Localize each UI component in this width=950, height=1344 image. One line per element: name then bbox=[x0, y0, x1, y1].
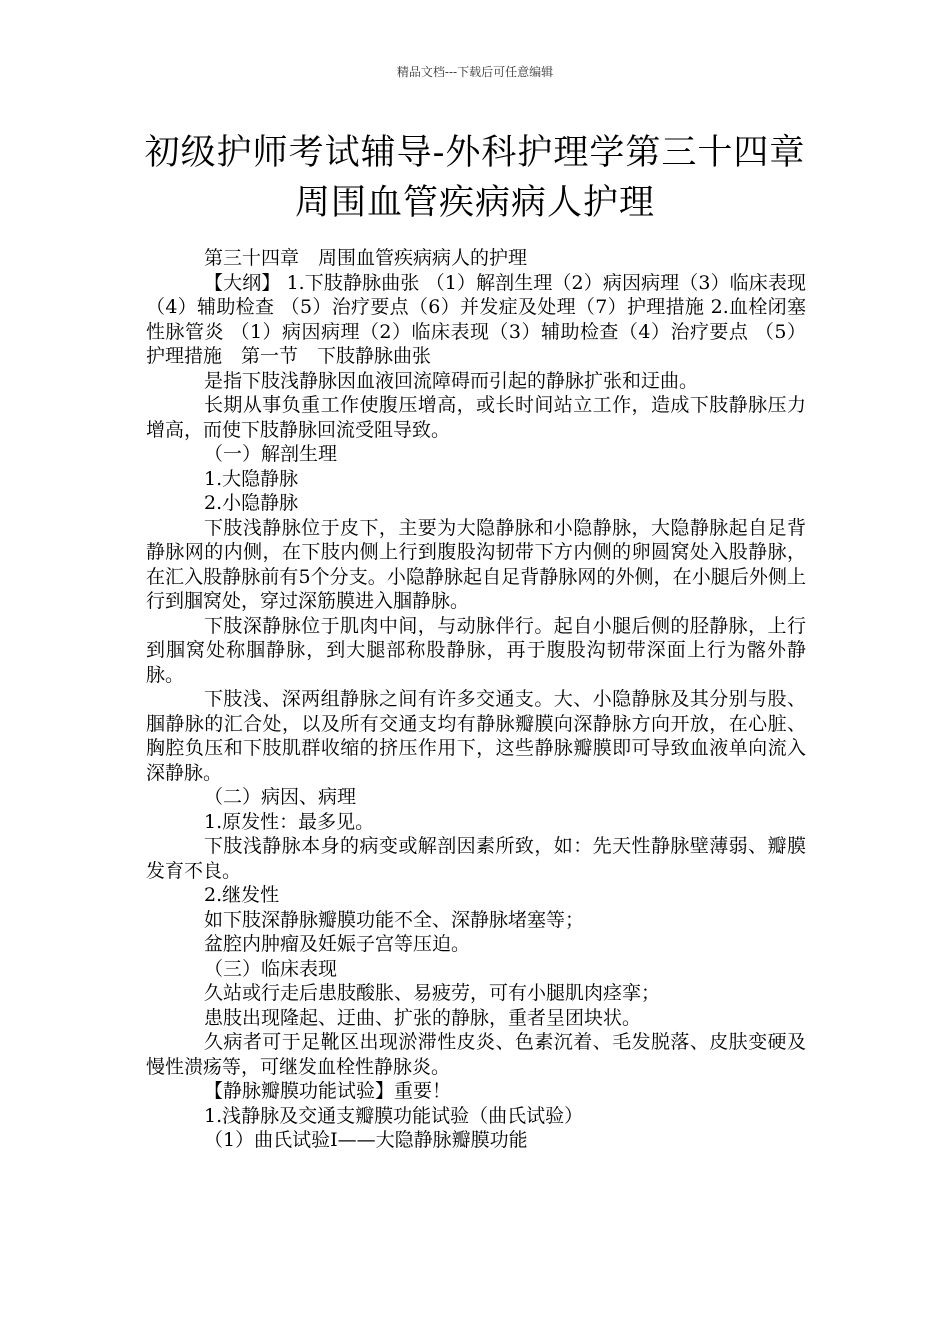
section-heading: （三）临床表现 bbox=[204, 957, 338, 980]
section-heading: （一）解剖生理 bbox=[204, 443, 338, 465]
body-paragraph: 下肢深静脉位于肌肉中间，与动脉伴行。起自小腿后侧的胫静脉，上行到腘窝处称腘静脉，到大腿部称股静脉，再于腹股沟韧带深面上行为髂外静脉。 bbox=[146, 614, 806, 686]
document-title bbox=[100, 128, 850, 228]
title-line-2: 周围血管疾病病人护理 bbox=[294, 183, 655, 223]
page-header-note: 精品文档---下载后可任意编辑 bbox=[396, 65, 554, 79]
chapter-heading: 第三十四章 周围血管疾病病人的护理 bbox=[204, 247, 528, 269]
outline-paragraph: 【大纲】 1.下肢静脉曲张 （1）解剖生理（2）病因病理（3）临床表现（4）辅助检查 （5）治疗要点（6）并发症及处理（7）护理措施 2.血栓闭塞性脉管炎 （1）病因病理（2）临床表现（3）辅助检查（4）治疗要点 （5）护理措施 第一节 下肢静脉曲张 bbox=[146, 271, 806, 367]
body-paragraph: 久站或行走后患肢酸胀、易疲劳，可有小腿肌肉痉挛； bbox=[204, 982, 661, 1004]
title-line-1: 初级护师考试辅导-外科护理学第三十四章 bbox=[144, 133, 806, 173]
body-paragraph: 是指下肢浅静脉因血液回流障碍而引起的静脉扩张和迂曲。 bbox=[204, 369, 699, 392]
list-item: 1.大隐静脉 bbox=[204, 467, 299, 490]
body-paragraph: 久病者可于足靴区出现淤滞性皮炎、色素沉着、毛发脱落、皮肤变硬及慢性溃疡等，可继发血栓性静脉炎。 bbox=[146, 1031, 806, 1078]
highlight-heading: 【静脉瓣膜功能试验】重要！ bbox=[204, 1080, 452, 1102]
list-item: （1）曲氏试验Ⅰ——大隐静脉瓣膜功能 bbox=[204, 1129, 528, 1151]
body-paragraph: 长期从事负重工作使腹压增高，或长时间站立工作，造成下肢静脉压力增高，而使下肢静脉回流受阻导致。 bbox=[146, 394, 806, 441]
document-body bbox=[146, 246, 806, 1153]
body-paragraph: 如下肢深静脉瓣膜功能不全、深静脉堵塞等； bbox=[204, 908, 585, 931]
list-item: 2.小隐静脉 bbox=[204, 492, 299, 514]
list-item: 1.原发性：最多见。 bbox=[204, 810, 375, 833]
section-heading: （二）病因、病理 bbox=[204, 786, 357, 808]
body-paragraph: 盆腔内肿瘤及妊娠子宫等压迫。 bbox=[204, 933, 471, 955]
body-paragraph: 下肢浅、深两组静脉之间有许多交通支。大、小隐静脉及其分别与股、腘静脉的汇合处，以及所有交通支均有静脉瓣膜向深静脉方向开放，在心脏、胸腔负压和下肢肌群收缩的挤压作用下，这些静脉瓣膜即可导致血液单向流入深静脉。 bbox=[146, 688, 806, 784]
body-paragraph: 下肢浅静脉位于皮下，主要为大隐静脉和小隐静脉，大隐静脉起自足背静脉网的内侧，在下肢内侧上行到腹股沟韧带下方内侧的卵圆窝处入股静脉，在汇入股静脉前有5个分支。小隐静脉起自足背静脉网的外侧，在小腿后外侧上行到腘窝处，穿过深筋膜进入腘静脉。 bbox=[146, 516, 806, 612]
body-paragraph: 下肢浅静脉本身的病变或解剖因素所致，如：先天性静脉壁薄弱、瓣膜发育不良。 bbox=[146, 835, 806, 882]
list-item: 1.浅静脉及交通支瓣膜功能试验（曲氏试验） bbox=[204, 1104, 584, 1127]
body-paragraph: 患肢出现隆起、迂曲、扩张的静脉，重者呈团块状。 bbox=[204, 1006, 642, 1029]
list-item: 2.继发性 bbox=[204, 884, 280, 906]
